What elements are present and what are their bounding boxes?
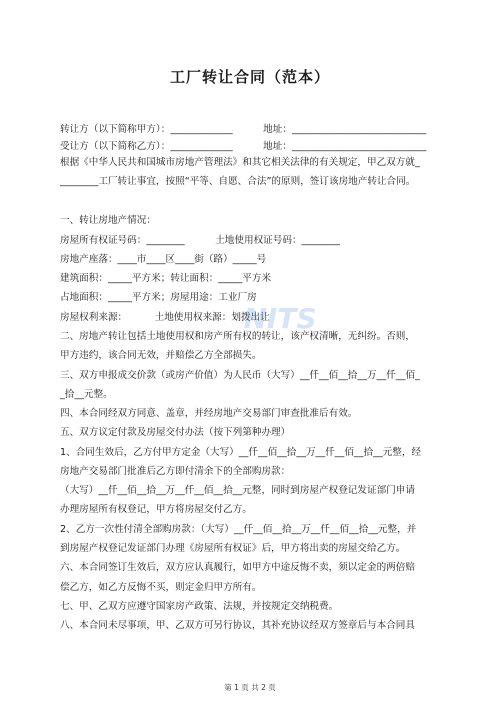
- section-4-line: 四、本合同经双方同意、盖章，并经房地产交易部门审查批准后有效。: [60, 408, 358, 419]
- ownership-source-line: 房屋权利来源： 土地使用权来源：划拨出让: [60, 312, 270, 323]
- section-2-line-1: 二、房地产转让包括土地使用权和房产所有权的转让，该产权清晰，无纠纷。否则，: [60, 331, 415, 342]
- section-3-line-1: 三、双方申报成交价款（或房产价值）为人民币（大写）__仟__佰__拾__万__仟__佰_: [60, 370, 420, 381]
- payment-option-1-line-1: 1、合同生效后，乙方付甲方定金（大写）__仟__佰__拾__万__仟__佰__拾__元整，经: [60, 447, 422, 458]
- watermark-logo: [210, 298, 350, 338]
- payment-option-2-line-2: 到房屋产权登记发证部门办理《房屋所有权证》后，甲方将出卖的房屋交给乙方。: [60, 543, 406, 554]
- section-5-line: 五、双方议定付款及房屋交付办法（按下列第种办理）: [60, 427, 291, 438]
- document-title: 工厂转让合同（范本）: [169, 68, 330, 86]
- section-8-line: 八、本合同未尽事项，甲、乙双方可另行协议，其补充协议经双方签章后与本合同具: [60, 620, 415, 631]
- payment-option-1-line-2: 房地产交易部门批准后乙方即付清余下的全部购房款：: [60, 466, 291, 477]
- section-2-line-2: 甲方违约，该合同无效，并赔偿乙方全部损失。: [60, 350, 262, 361]
- preamble-line-1: 根据《中华人民共和国城市房地产管理法》和其它相关法律的有关规定，甲乙双方就_: [60, 157, 420, 168]
- building-area-line: 建筑面积：_____平方米；转让面积：_____平方米: [60, 273, 272, 284]
- location-line: 房地产座落：____市____区____街（路）_____号: [60, 254, 267, 265]
- payment-option-2-line-1: 2、乙方一次性付清全部购房款：（大写）__仟__佰__拾__万__仟__佰__拾__元整，并: [60, 524, 417, 535]
- watermark-text: NITS: [243, 302, 317, 335]
- certificate-numbers-line: 房屋所有权证号码：________ 土地使用权证号码：________: [60, 235, 340, 246]
- section-6-line-2: 偿乙方，如乙方反悔不买，则定金归甲方所有。: [60, 582, 262, 593]
- page-number: 第 1 页 共 2 页: [224, 683, 276, 692]
- land-area-line: 占地面积：_____平方米；房屋用途：工业厂房: [60, 292, 257, 303]
- section-3-line-2: _拾__元整。: [60, 389, 113, 400]
- payment-option-1-line-4: 办理房屋所有权登记，甲方将房屋交付乙方。: [60, 504, 252, 515]
- transferee-line: 受让方（以下简称乙方）：_____________ 地址：____________________________: [60, 141, 427, 152]
- preamble-line-2: ________工厂转让事宜，按照“平等、自愿、合法”的原则，签订该房地产转让合同。: [60, 176, 416, 187]
- section-7-line: 七、甲、乙双方应遵守国家房产政策、法规，并按规定交纳税费。: [60, 601, 339, 612]
- section-6-line-1: 六、本合同签订生效后，双方应认真履行，如甲方中途反悔不卖，须以定金的两倍赔: [60, 562, 415, 573]
- transferor-line: 转让方（以下简称甲方）：_____________ 地址：____________________________: [60, 124, 427, 135]
- payment-option-1-line-3: （大写）__仟__佰__拾__万__仟__佰__拾__元整，同时到房屋产权登记发证部门申请: [60, 485, 415, 496]
- section-1-heading: 一、转让房地产情况：: [60, 215, 156, 226]
